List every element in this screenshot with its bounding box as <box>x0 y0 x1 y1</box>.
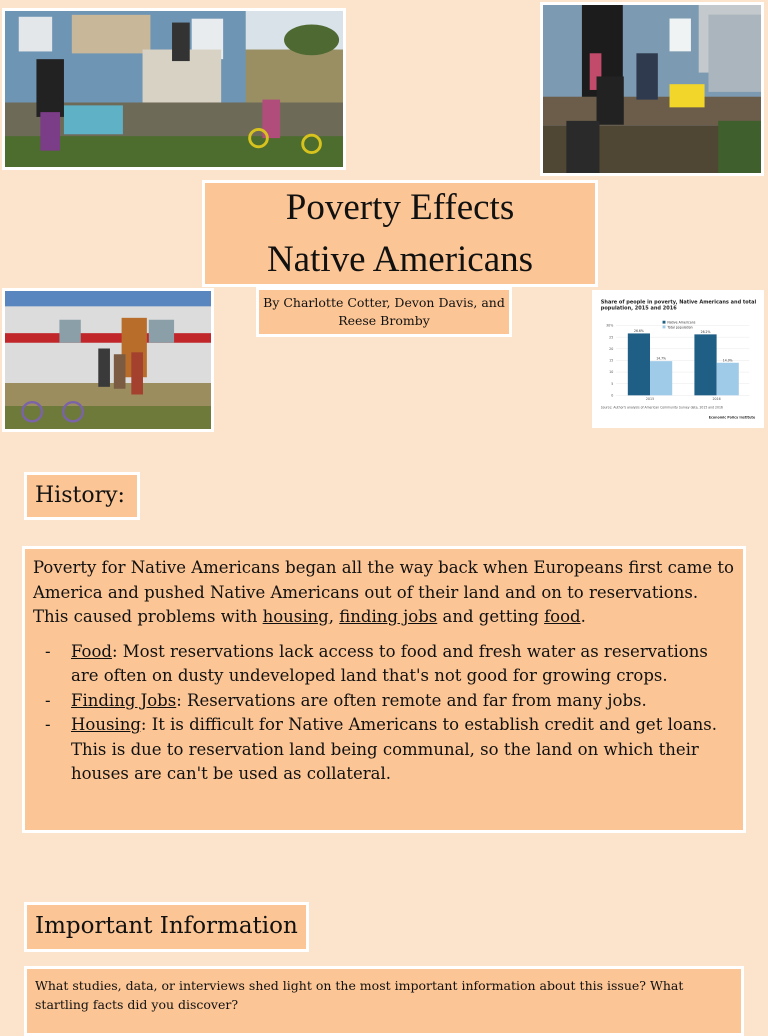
authors-line-1: By Charlotte Cotter, Devon Davis, and <box>263 295 505 310</box>
chart-ytick-label: 15 <box>609 358 614 363</box>
important-prompt: What studies, data, or interviews shed light on the most important information about this issue? What startling facts did you discover? <box>24 966 744 1036</box>
chart-legend-label: Native Americans <box>667 320 696 325</box>
chart-ytick-label: 5 <box>611 381 614 386</box>
history-body <box>22 546 746 833</box>
bullet-finding-jobs: - Finding Jobs: Reservations are often remote and far from many jobs. <box>45 690 647 710</box>
chart-ytick-label: 25 <box>609 335 614 340</box>
authors-box <box>256 287 512 337</box>
chart-data-label: 26.6% <box>634 329 644 333</box>
chart-ytick-label: 20 <box>609 346 614 351</box>
bullet-housing: - Housing: It is difficult for Native Americans to establish credit and get loans. This is due to reservation land being communal, so the land on which their houses are can't be used as collateral. <box>45 715 717 783</box>
authors-line-2: Reese Bromby <box>338 313 430 328</box>
photo-trailer-children <box>2 288 214 432</box>
history-bullet-list <box>33 640 735 787</box>
poverty-chart <box>592 290 764 428</box>
chart-source: Source: Author's analysis of American Community Survey data, 2015 and 2016 <box>600 405 723 410</box>
chart-svg <box>595 293 761 425</box>
title-line-2: Native Americans <box>266 238 534 280</box>
chart-bar <box>628 333 650 395</box>
chart-xtick-label: 2015 <box>645 397 655 402</box>
chart-data-label: 26.2% <box>700 329 711 334</box>
chart-bar <box>694 334 716 395</box>
link-food: food <box>544 607 581 626</box>
photo-house-steps <box>540 2 764 176</box>
chart-xtick-label: 2016 <box>712 397 721 402</box>
chart-bar <box>650 361 672 395</box>
history-intro: Poverty for Native Americans began all the way back when Europeans first came to America and pushed Native Americans out of their land and on to reservations. This caused problems with housing, finding jobs and getting food. <box>33 558 734 626</box>
poster-title <box>202 180 598 287</box>
chart-legend-label: Total population <box>667 325 693 330</box>
link-finding-jobs: finding jobs <box>339 607 438 626</box>
chart-bar <box>717 363 739 396</box>
chart-data-label: 14.0% <box>722 358 733 363</box>
chart-ytick-label: 10 <box>609 370 614 375</box>
link-housing: housing <box>262 607 329 626</box>
chart-data-label: 14.7% <box>656 356 666 361</box>
history-heading: History: <box>24 472 140 520</box>
chart-legend-swatch <box>663 326 666 329</box>
chart-ytick-label: 0 <box>611 393 614 398</box>
title-line-1: Poverty Effects <box>285 186 515 228</box>
photo-porch-family <box>2 8 346 170</box>
chart-legend-swatch <box>663 321 666 324</box>
chart-title: Share of people in poverty, Native Americans and total population, 2015 and 2016 <box>600 299 757 312</box>
chart-ytick-label: 30% <box>606 323 614 328</box>
chart-credit: Economic Policy Institute <box>708 415 756 420</box>
bullet-food: - Food: Most reservations lack access to food and fresh water as reservations are often on dusty undeveloped land that's not good for growing crops. <box>45 641 708 685</box>
important-heading: Important Information <box>24 902 309 952</box>
